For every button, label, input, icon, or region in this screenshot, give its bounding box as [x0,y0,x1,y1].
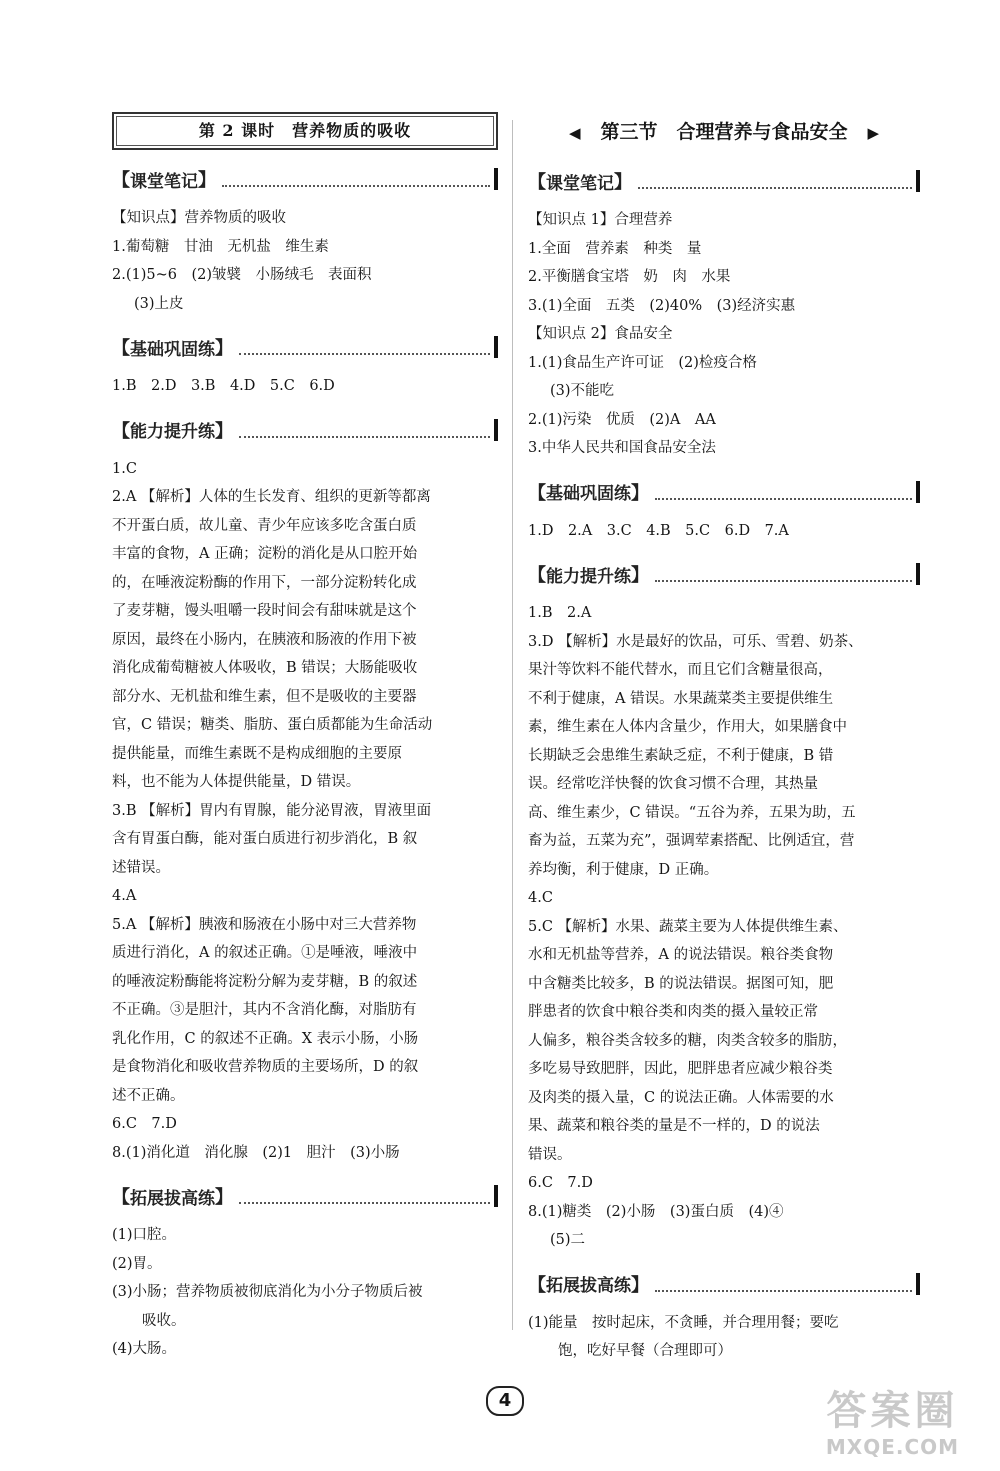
lesson-title: 第 2 课时 营养物质的吸收 [112,112,498,150]
ability-heading: 【 能力提升练 】 [528,559,920,589]
basic-heading: 【 基础巩固练 】 [112,332,498,362]
answer-line: 3.(1)全面 五类 (2)40% (3)经济实惠 [528,297,796,314]
answer-line: 及肉类的摄入量，C 的说法正确。人体需要的水 [528,1089,834,1106]
right-column [528,112,920,1366]
heading-bar [494,336,498,358]
heading-bar [916,481,920,503]
answer-line: 5.C 【解析】水果、蔬菜主要为人体提供维生素、 [528,918,848,935]
answer-line: 不开蛋白质，故儿童、青少年应该多吃含蛋白质 [112,517,417,534]
answer-line: 2.平衡膳食宝塔 奶 肉 水果 [528,269,731,285]
basic-heading-label: 基础巩固练 [130,339,215,360]
answer-line: 5.A 【解析】胰液和肠液在小肠中对三大营养物 [112,916,417,933]
section-title-text: 第三节 合理营养与食品安全 [600,121,848,143]
answer-line: 果汁等饮料不能代替水，而且它们含糖量很高， [528,662,833,678]
answer-line: (3)不能吃 [550,383,615,399]
answer-line: 部分水、无机盐和维生素，但不是吸收的主要器 [112,688,417,705]
answer-line: 吸收。 [142,1312,186,1329]
triangle-left-icon: ◀ [568,124,581,142]
answer-line: 2.A 【解析】人体的生长发育、组织的更新等都离 [112,489,431,505]
answer-line: 3.B 【解析】胃内有胃腺，能分泌胃液，胃液里面 [112,802,432,819]
answer-line: 畜为益，五菜为充”，强调荤素搭配、比例适宜，营 [528,833,855,849]
heading-bar [494,419,498,441]
ability-heading-label: 能力提升练 [546,566,631,587]
answer-line: 高、维生素少，C 错误。“五谷为养，五果为助，五 [528,804,856,821]
answer-line: 的，在唾液淀粉酶的作用下，一部分淀粉转化成 [112,574,417,591]
basic-heading: 【 基础巩固练 】 [528,477,920,507]
answer-line: 1.B 2.A [528,605,592,621]
answer-line: 料，也不能为人体提供能量，D 错误。 [112,774,361,790]
answer-line: 8.(1)消化道 消化腺 (2)1 胆汁 (3)小肠 [112,1144,400,1161]
answer-line: 2.(1)5~6 (2)皱襞 小肠绒毛 表面积 [112,267,372,283]
answer-line: 1.D 2.A 3.C 4.B 5.C 6.D 7.A [528,522,789,539]
answer-line: (3)小肠；营养物质被彻底消化为小分子物质后被 [112,1284,423,1300]
extend-heading: 【 拓展拔高练 】 [112,1181,498,1211]
answer-line: 官，C 错误；糖类、脂肪、蛋白质都能为生命活动 [112,717,433,733]
watermark-url: MXQE.COM [825,1435,960,1459]
watermark-text: 答案圈 [826,1388,959,1434]
answer-line: 4.A [112,888,137,904]
dotted-leader [655,1276,912,1292]
answer-line: 多吃易导致肥胖，因此，肥胖患者应减少粮谷类 [528,1061,833,1077]
answer-line: 是食物消化和吸收营养物质的主要场所，D 的叙 [112,1059,419,1075]
answer-line: 乳化作用，C 的叙述不正确。X 表示小肠，小肠 [112,1030,419,1047]
answer-line: 中含糖类比较多，B 的说法错误。据图可知，肥 [528,975,834,992]
answer-line: 6.C 7.D [528,1175,593,1191]
answer-line: 述不正确。 [112,1087,185,1104]
ability-heading-label: 能力提升练 [130,422,215,442]
answer-line: 3.中华人民共和国食品安全法 [528,440,716,456]
dotted-leader [222,171,490,187]
answer-line: 提供能量，而维生素既不是构成细胞的主要原 [112,745,402,762]
dotted-leader [239,1188,490,1204]
answer-line: (4)大肠。 [112,1341,177,1357]
column-divider [512,120,513,1330]
answer-line: 长期缺乏会患维生素缺乏症，不利于健康，B 错 [528,747,834,764]
answer-line: 质进行消化，A 的叙述正确。①是唾液，唾液中 [112,945,418,961]
answer-line: 消化成葡萄糖被人体吸收，B 错误；大肠能吸收 [112,660,418,676]
answer-line: 1.(1)食品生产许可证 (2)检疫合格 [528,354,757,371]
answer-line: 不利于健康，A 错误。水果蔬菜类主要提供维生 [528,690,834,707]
section-title [528,112,920,152]
dotted-leader [239,339,490,355]
answer-line: 错误。 [528,1146,572,1163]
answer-line: 饱，吃好早餐（合理即可） [558,1343,732,1359]
extend-heading-label: 拓展拔高练 [546,1276,631,1296]
answer-line: 含有胃蛋白酶，能对蛋白质进行初步消化，B 叙 [112,831,418,847]
page-number: 4 [486,1386,524,1416]
notes-heading: 【 课堂笔记 】 [528,166,920,196]
ability-heading: 【 能力提升练 】 [112,415,498,445]
dotted-leader [655,484,912,500]
notes-heading-label: 课堂笔记 [546,173,614,194]
answer-line: 1.B 2.D 3.B 4.D 5.C 6.D [112,378,335,394]
answer-line: (2)胃。 [112,1255,162,1272]
extend-heading: 【 拓展拔高练 】 [528,1269,920,1299]
answer-line: 2.(1)污染 优质 (2)A AA [528,411,716,428]
answer-line: (3)上皮 [134,295,184,312]
heading-bar [916,170,920,192]
answer-line: 养均衡，利于健康，D 正确。 [528,861,719,878]
answer-line: 的唾液淀粉酶能将淀粉分解为麦芽糖，B 的叙述 [112,973,418,990]
answer-line: 1.C [112,460,137,477]
answer-line: 不正确。③是胆汁，其内不含消化酶，对脂肪有 [112,1002,417,1018]
answer-line: 3.D 【解析】水是最好的饮品，可乐、雪碧、奶茶、 [528,633,863,650]
dotted-leader [638,173,912,189]
answer-line: 误。经常吃洋快餐的饮食习惯不合理，其热量 [528,776,818,792]
heading-bar [916,1273,920,1295]
answer-line: 果、蔬菜和粮谷类的量是不一样的，D 的说法 [528,1118,820,1134]
answer-line: (1)能量 按时起床，不贪睡，并合理用餐；要吃 [528,1314,839,1331]
triangle-right-icon: ▶ [867,124,880,142]
answer-line: 原因，最终在小肠内，在胰液和肠液的作用下被 [112,631,417,648]
answer-line: 8.(1)糖类 (2)小肠 (3)蛋白质 (4)④ [528,1203,784,1220]
answer-line: 述错误。 [112,859,170,876]
dotted-leader [655,566,912,582]
answer-line: 素，维生素在人体内含量少，作用大，如果膳食中 [528,719,847,735]
knowledge-point: 【知识点 1】合理营养 [528,212,673,228]
heading-bar [916,563,920,585]
answer-line: 1.葡萄糖 甘油 无机盐 维生素 [112,238,329,255]
dotted-leader [239,422,490,438]
answer-line: 6.C 7.D [112,1116,177,1132]
answer-line: 人偏多，粮谷类含较多的糖，肉类含较多的脂肪， [528,1032,847,1049]
answer-line: 水和无机盐等营养，A 的说法错误。粮谷类食物 [528,947,834,963]
notes-heading: 【 课堂笔记 】 [112,164,498,194]
notes-heading-label: 课堂笔记 [130,171,198,192]
left-column [112,112,498,1364]
heading-bar [494,168,498,190]
knowledge-point: 【知识点 2】食品安全 [528,326,673,342]
answer-line: (1)口腔。 [112,1227,177,1243]
basic-heading-label: 基础巩固练 [546,484,631,504]
extend-heading-label: 拓展拔高练 [130,1188,215,1209]
knowledge-point: 【知识点】营养物质的吸收 [112,210,286,226]
answer-line: 4.C [528,890,553,906]
answer-line: 了麦芽糖，馒头咀嚼一段时间会有甜味就是这个 [112,603,417,619]
answer-line: 丰富的食物，A 正确；淀粉的消化是从口腔开始 [112,546,418,562]
watermark-logo [800,1388,985,1466]
answer-line: 1.全面 营养素 种类 量 [528,240,702,257]
heading-bar [494,1185,498,1207]
answer-line: 胖患者的饮食中粮谷类和肉类的摄入量较正常 [528,1004,818,1020]
answer-line: (5)二 [550,1232,586,1248]
